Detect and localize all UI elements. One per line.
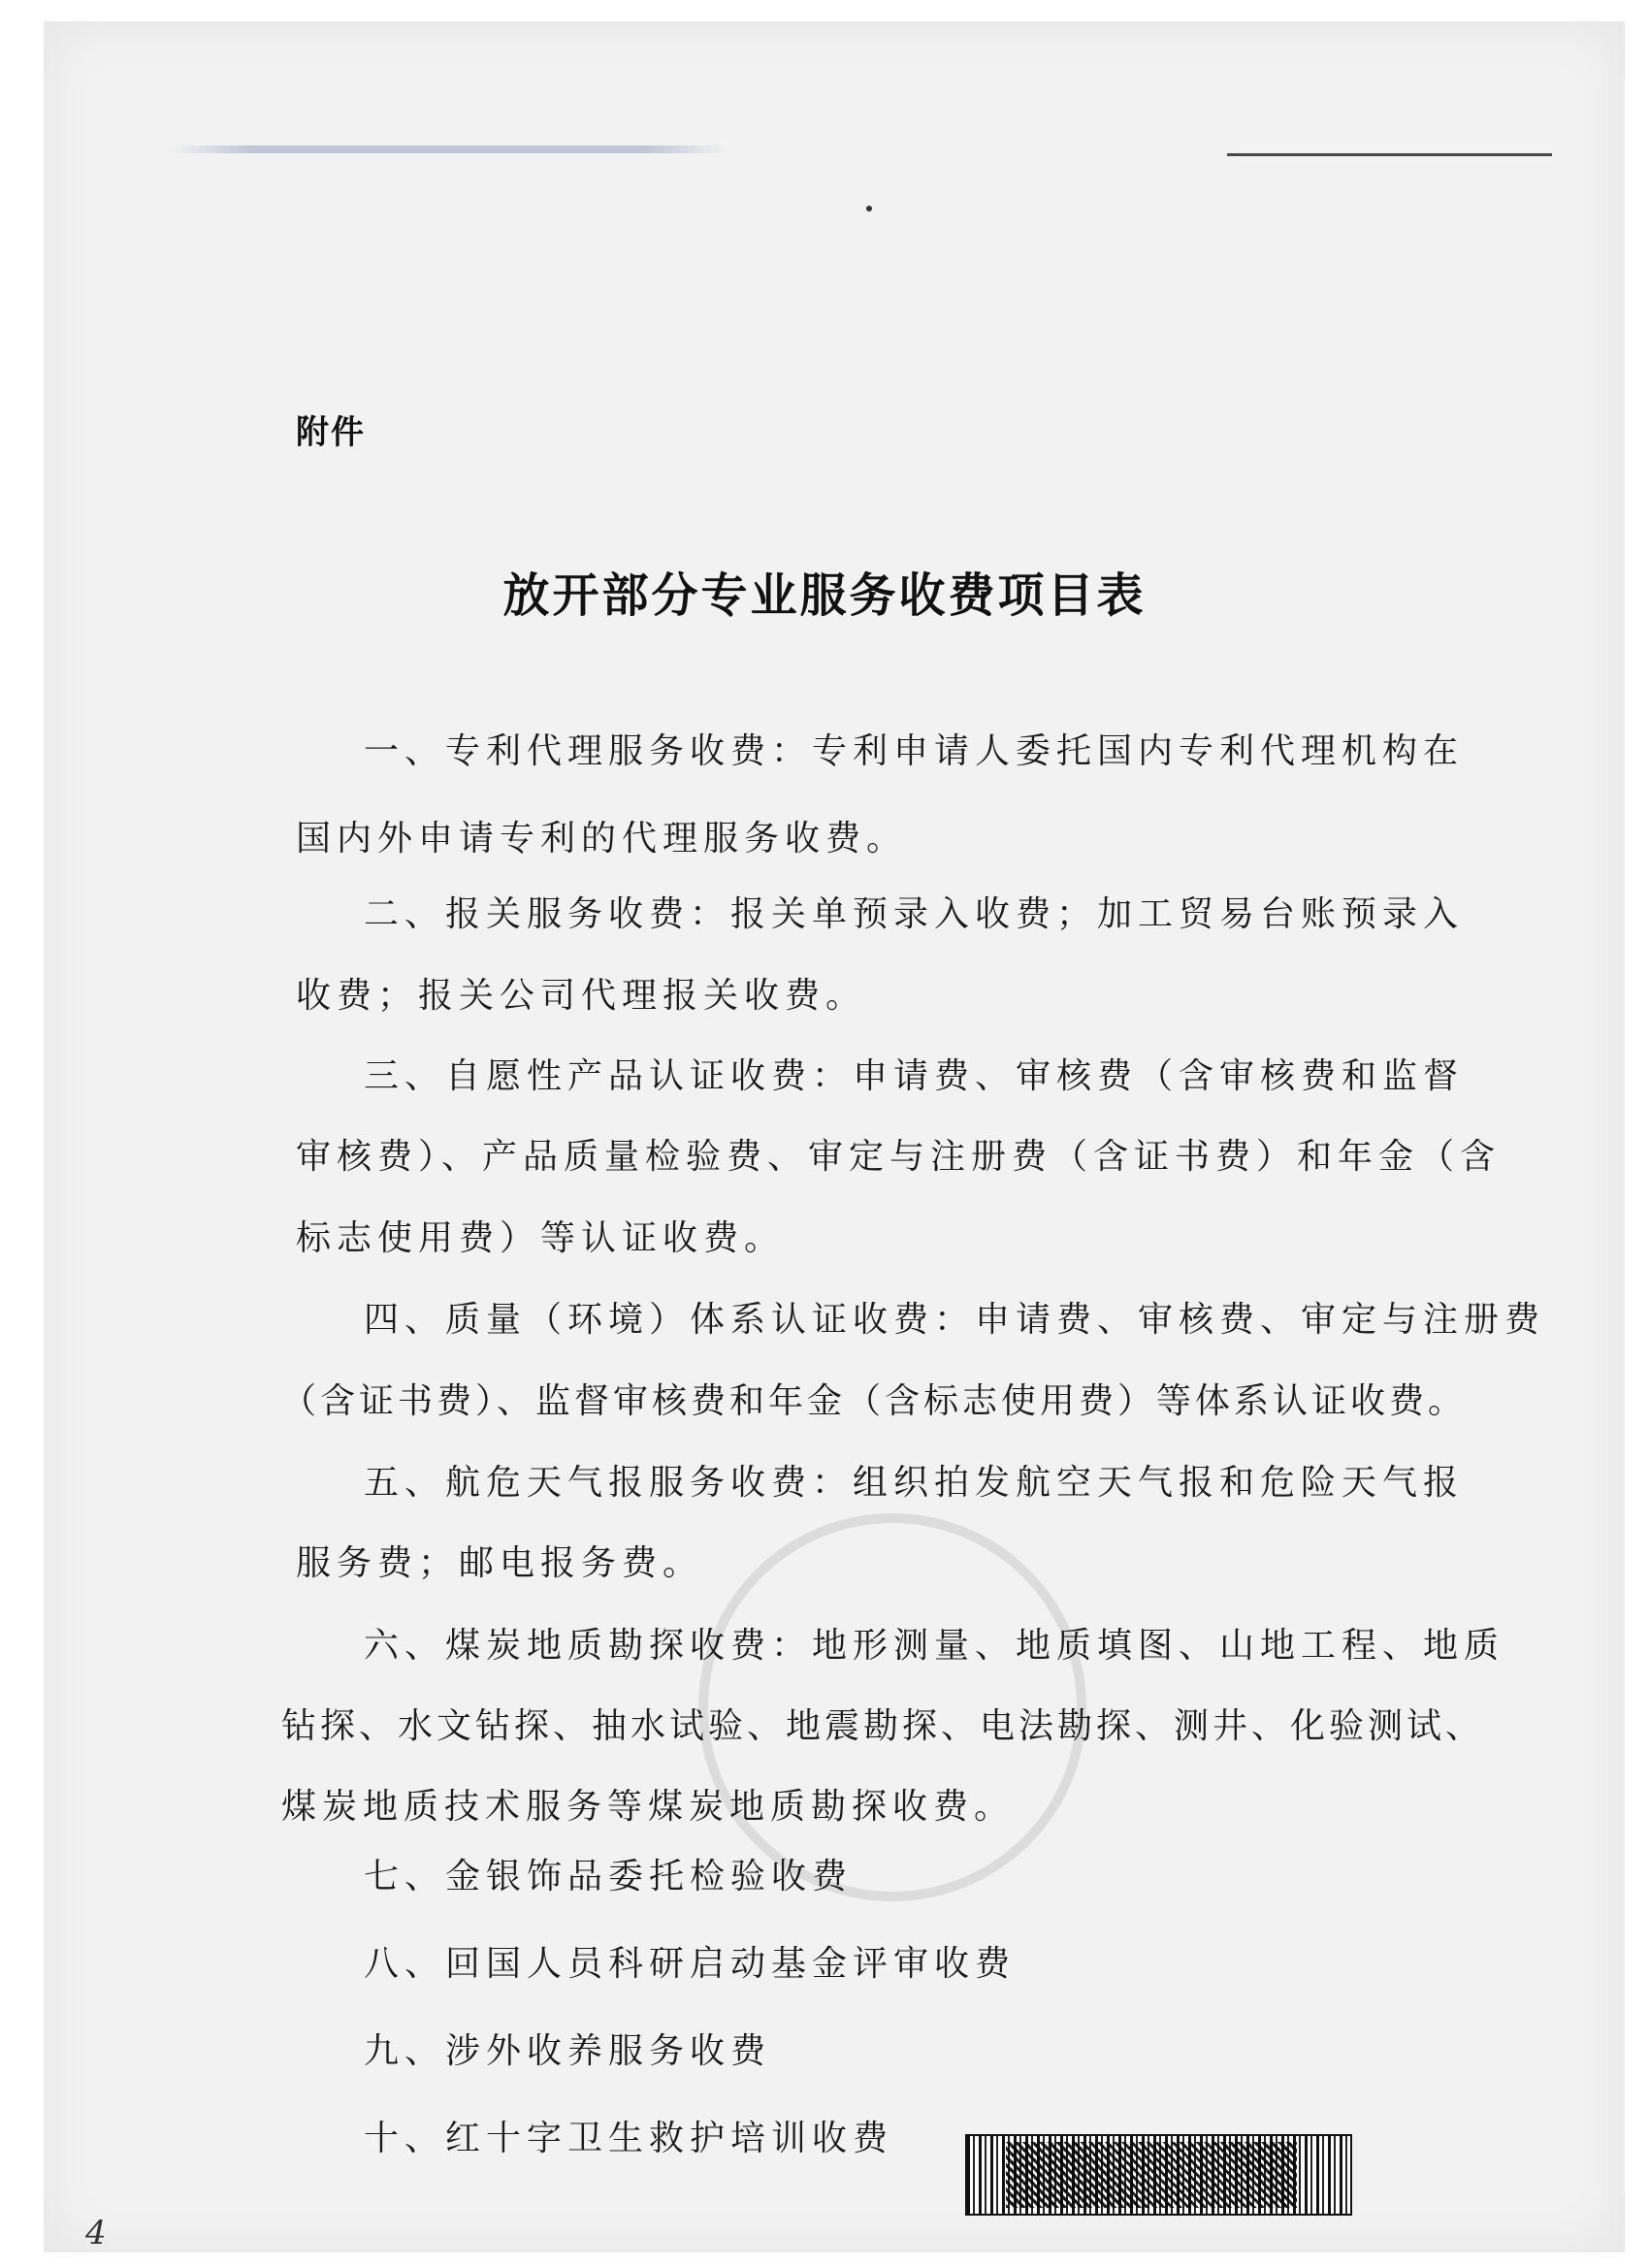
item-7: 七、金银饰品委托检验收费: [364, 1857, 854, 1896]
item-2-line-1: 二、报关服务收费：报关单预录入收费；加工贸易台账预录入: [364, 894, 1465, 934]
scan-artifact-dot: [866, 206, 872, 211]
item-8: 八、回国人员科研启动基金评审收费: [364, 1944, 1017, 1984]
barcode-pattern: [1006, 2142, 1297, 2208]
scan-artifact-rule: [1227, 153, 1552, 156]
page-number: 4: [85, 2214, 107, 2252]
item-1-line-2: 国内外申请专利的代理服务收费。: [296, 819, 908, 859]
item-3-line-3: 标志使用费）等认证收费。: [296, 1218, 786, 1258]
item-1-line-1: 一、专利代理服务收费：专利申请人委托国内专利代理机构在: [364, 731, 1465, 771]
item-5-line-2: 服务费；邮电报务费。: [296, 1543, 704, 1583]
item-2-line-2: 收费；报关公司代理报关收费。: [296, 976, 867, 1016]
item-4-line-1: 四、质量（环境）体系认证收费：申请费、审核费、审定与注册费: [364, 1300, 1546, 1340]
item-4-line-2: （含证书费）、监督审核费和年金（含标志使用费）等体系认证收费。: [281, 1381, 1468, 1421]
attachment-label: 附件: [296, 413, 366, 452]
item-10: 十、红十字卫生救护培训收费: [364, 2119, 894, 2158]
item-6-line-2: 钻探、水文钻探、抽水试验、地震勘探、电法勘探、测井、化验测试、: [281, 1706, 1485, 1746]
item-9: 九、涉外收养服务收费: [364, 2031, 772, 2071]
barcode-graphic: [965, 2134, 1352, 2216]
item-5-line-1: 五、航危天气报服务收费：组织拍发航空天气报和危险天气报: [364, 1463, 1465, 1503]
scan-artifact-line: [170, 146, 728, 153]
item-3-line-1: 三、自愿性产品认证收费：申请费、审核费（含审核费和监督: [364, 1056, 1465, 1096]
item-3-line-2: 审核费）、产品质量检验费、审定与注册费（含证书费）和年金（含: [296, 1137, 1502, 1177]
page-title: 放开部分专业服务收费项目表: [502, 568, 1147, 623]
item-6-line-1: 六、煤炭地质勘探收费：地形测量、地质填图、山地工程、地质: [364, 1626, 1505, 1666]
item-6-line-3: 煤炭地质技术服务等煤炭地质勘探收费。: [281, 1787, 1016, 1827]
